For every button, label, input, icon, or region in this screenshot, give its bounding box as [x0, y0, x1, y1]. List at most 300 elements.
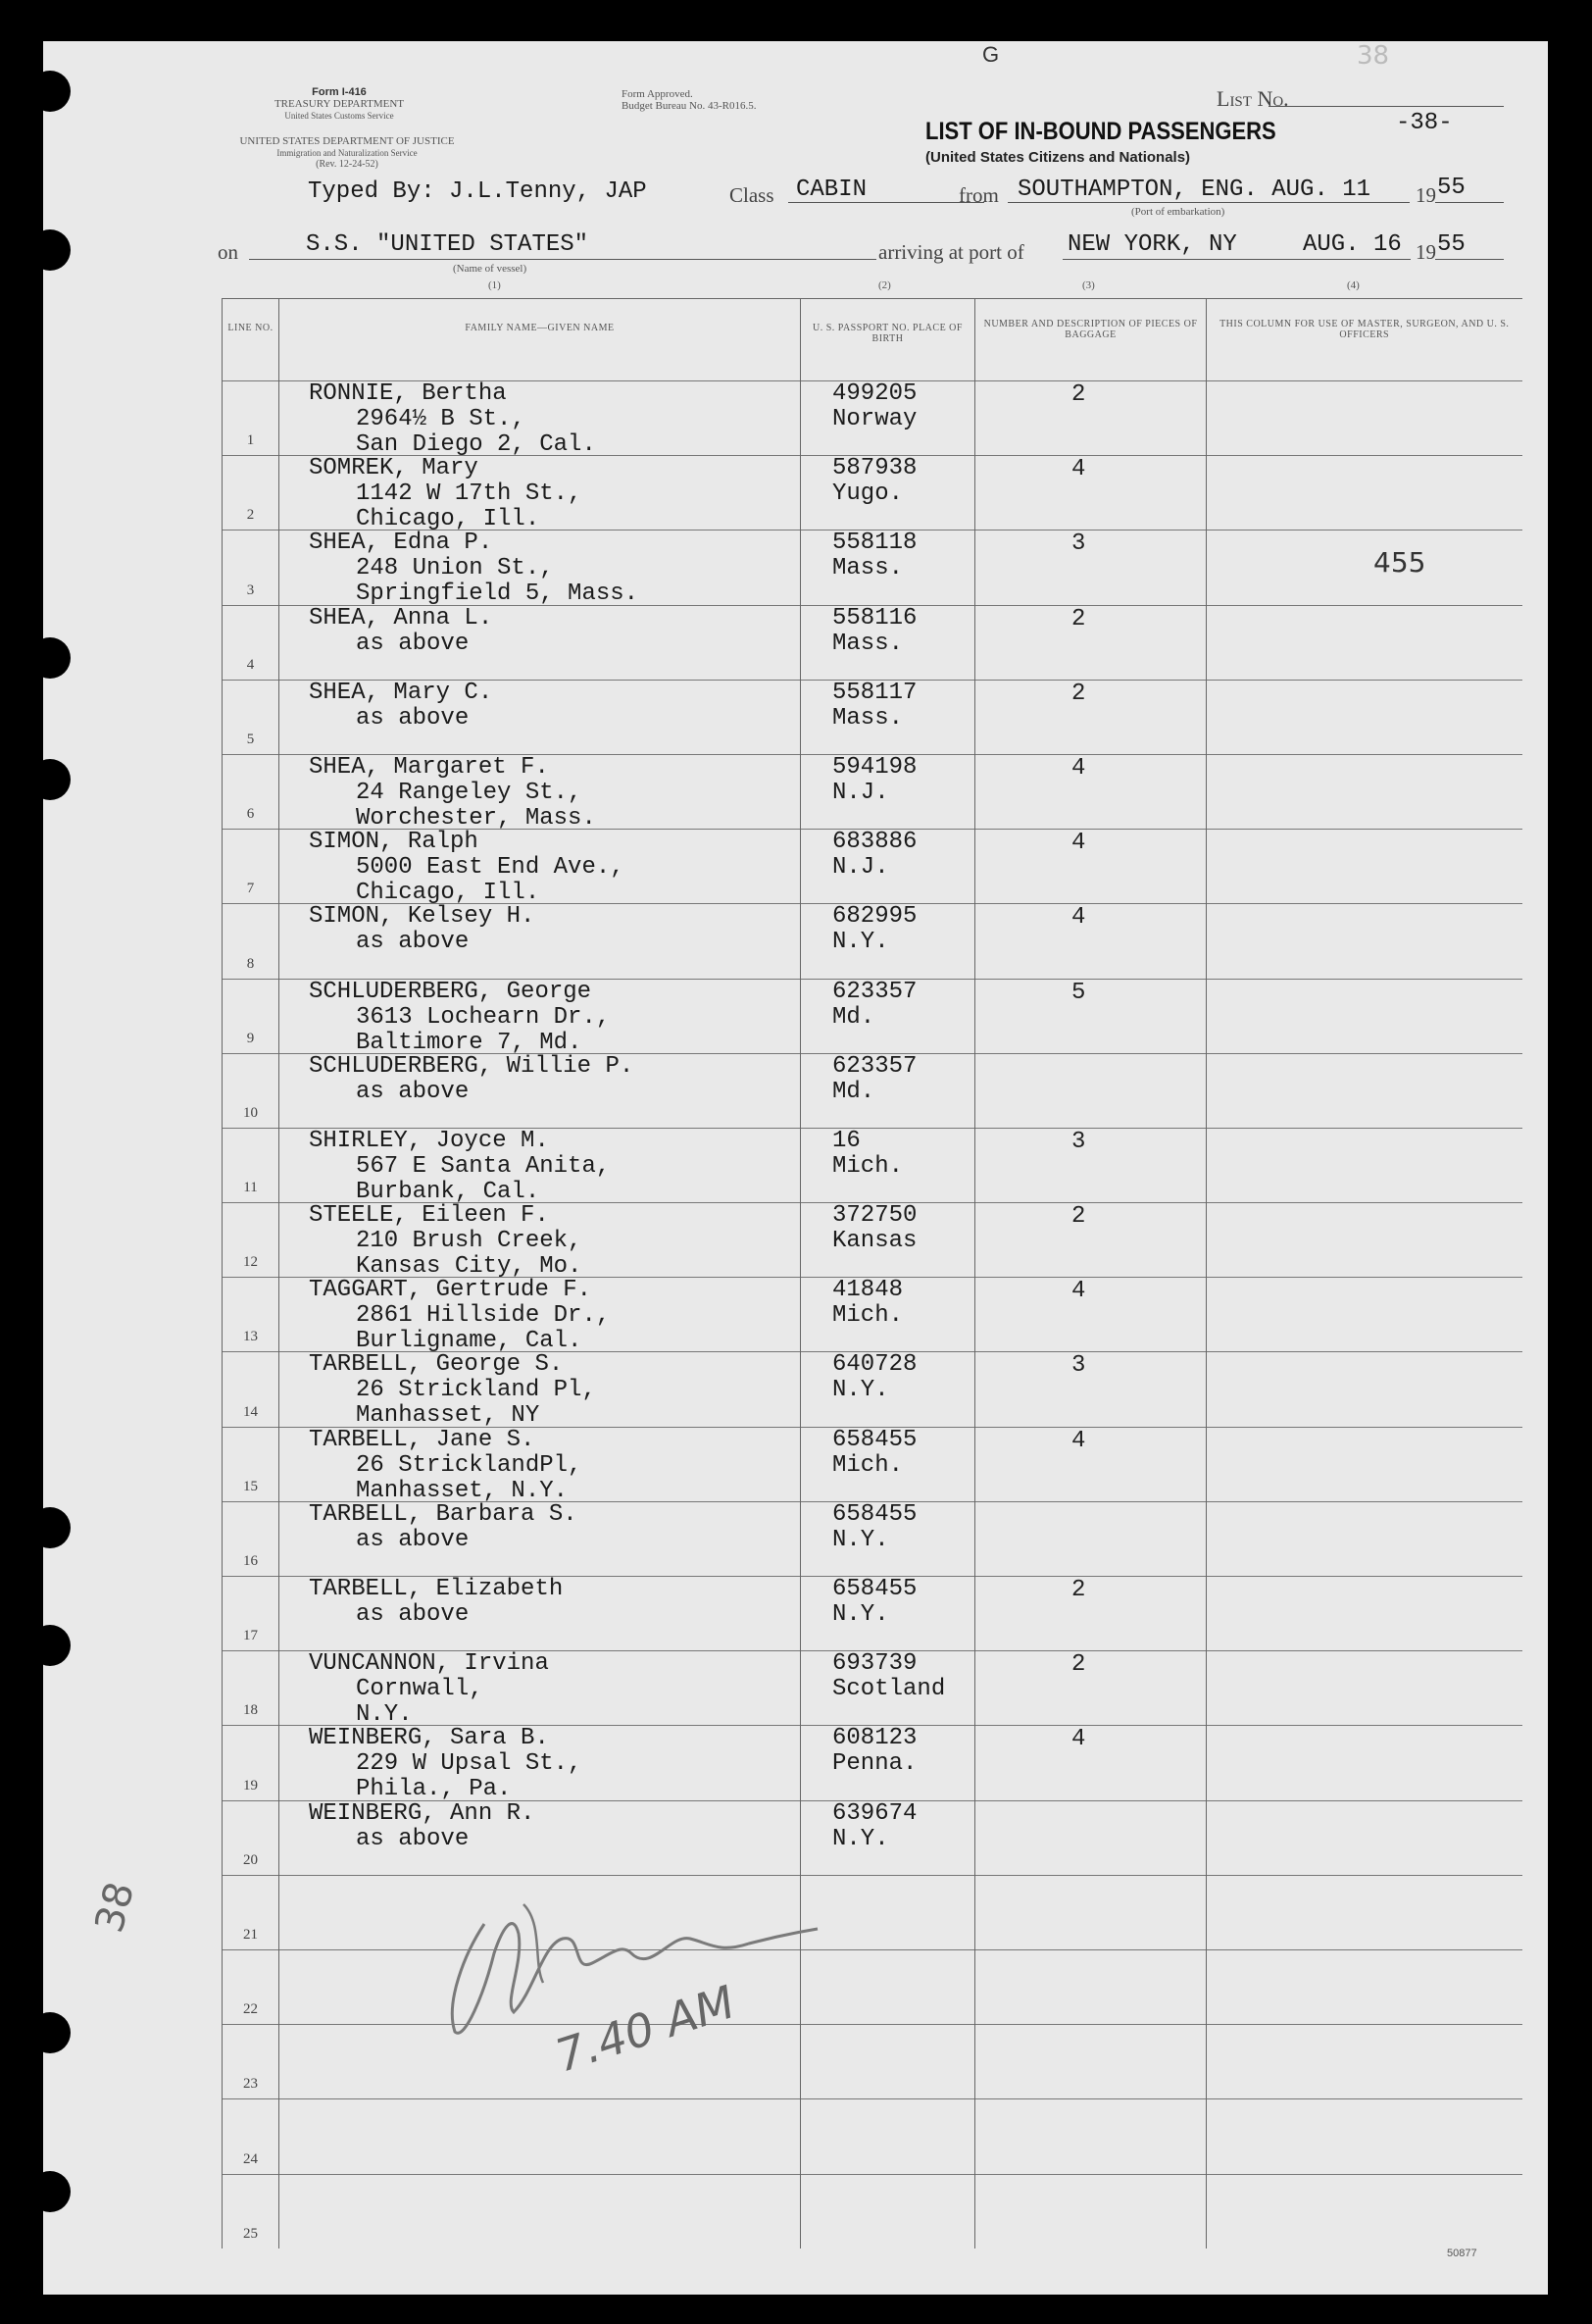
officer-cell: [1207, 530, 1522, 605]
baggage-count: 4: [1071, 1427, 1086, 1454]
table-row: [223, 754, 1522, 829]
table-row: [223, 830, 1522, 904]
col-number-2: (2): [878, 279, 891, 291]
passport-cell: [801, 1800, 975, 1875]
place-of-birth: N.Y.: [832, 1526, 889, 1553]
officer-note: 455: [1373, 546, 1426, 580]
table-row: [223, 1427, 1522, 1501]
vessel-underline: [249, 259, 876, 260]
name-cell: [279, 455, 801, 533]
class-label: Class: [729, 183, 774, 207]
passport-cell: [801, 1278, 975, 1352]
passenger-address-line-1: as above: [356, 1825, 470, 1852]
officer-cell: [1207, 1875, 1522, 1949]
table-row: [223, 1800, 1522, 1875]
name-cell: [279, 829, 801, 907]
baggage-count: 4: [1071, 904, 1086, 932]
baggage-count: 3: [1071, 1128, 1086, 1155]
place-of-birth: Mich.: [832, 1451, 904, 1479]
col-header-officers: THIS COLUMN FOR USE OF MASTER, SURGEON, AND U. S. OFFICERS: [1207, 299, 1522, 381]
baggage-count: 2: [1071, 1651, 1086, 1679]
officer-cell: [1207, 904, 1522, 979]
passenger-address-line-1: 567 E Santa Anita,: [356, 1152, 611, 1180]
passport-number: 558117: [832, 679, 918, 706]
passenger-name: STEELE, Eileen F.: [309, 1202, 549, 1230]
page-title: LIST OF IN-BOUND PASSENGERS: [925, 118, 1276, 145]
line-number-cell: 16: [223, 1501, 279, 1576]
passenger-name: SHEA, Margaret F.: [309, 753, 549, 781]
baggage-cell: [975, 456, 1207, 530]
officer-cell: [1207, 2099, 1522, 2174]
baggage-cell: [975, 1203, 1207, 1278]
passport-number: 658455: [832, 1426, 918, 1453]
year-prefix-1: 19: [1416, 183, 1436, 207]
manifest-page: [43, 41, 1548, 2295]
line-number-cell: 7: [223, 830, 279, 904]
baggage-count: 4: [1071, 830, 1086, 857]
passport-number: 608123: [832, 1725, 918, 1752]
passport-number: 16: [832, 1127, 861, 1154]
passport-cell: [801, 754, 975, 829]
place-of-birth: Mich.: [832, 1302, 904, 1330]
table-row: [223, 1128, 1522, 1202]
passenger-name: TARBELL, Jane S.: [309, 1426, 535, 1453]
place-of-birth: N.J.: [832, 779, 889, 806]
passenger-name: SHIRLEY, Joyce M.: [309, 1127, 549, 1154]
line-number-cell: 19: [223, 1726, 279, 1800]
name-cell: [279, 1426, 801, 1504]
table-row: [223, 2099, 1522, 2174]
passport-cell: [801, 904, 975, 979]
name-cell: [279, 381, 801, 456]
passenger-address-line-1: 26 StricklandPl,: [356, 1451, 582, 1479]
passenger-address-line-1: as above: [356, 1601, 470, 1628]
name-cell: [279, 1351, 801, 1430]
passenger-name: SCHLUDERBERG, Willie P.: [309, 1052, 634, 1080]
passport-cell: [801, 1128, 975, 1202]
passenger-name: TARBELL, George S.: [309, 1351, 564, 1379]
baggage-cell: [975, 1875, 1207, 1949]
baggage-cell: [975, 830, 1207, 904]
line-number-cell: 1: [223, 381, 279, 456]
baggage-count: 2: [1071, 1203, 1086, 1231]
passport-number: 658455: [832, 1500, 918, 1528]
name-cell: [279, 1650, 801, 1729]
baggage-cell: [975, 1651, 1207, 1726]
place-of-birth: N.Y.: [832, 929, 889, 956]
officer-cell: [1207, 1128, 1522, 1202]
line-number-cell: 15: [223, 1427, 279, 1501]
passenger-address-line-1: Cornwall,: [356, 1676, 483, 1703]
baggage-cell: [975, 605, 1207, 680]
passport-number: 558118: [832, 530, 918, 557]
col-header-baggage: NUMBER AND DESCRIPTION OF PIECES OF BAGGAGE: [975, 299, 1207, 381]
baggage-cell: [975, 904, 1207, 979]
table-row: [223, 904, 1522, 979]
passport-cell: [801, 1501, 975, 1576]
baggage-cell: [975, 381, 1207, 456]
punch-hole: [29, 229, 71, 271]
passport-number: 693739: [832, 1650, 918, 1678]
passport-cell: [801, 1427, 975, 1501]
table-row: [223, 680, 1522, 754]
officer-cell: [1207, 456, 1522, 530]
table-row: [223, 2025, 1522, 2099]
punch-hole: [29, 1507, 71, 1548]
passport-cell: [801, 1577, 975, 1651]
passport-number: 658455: [832, 1576, 918, 1602]
officer-cell: [1207, 1501, 1522, 1576]
passport-number: 639674: [832, 1799, 918, 1827]
place-of-birth: Kansas: [832, 1228, 918, 1255]
table-row: [223, 1651, 1522, 1726]
baggage-count: 2: [1071, 605, 1086, 632]
place-of-birth: Mass.: [832, 555, 904, 582]
place-of-birth: Scotland: [832, 1676, 946, 1703]
table-row: [223, 456, 1522, 530]
from-underline: [1008, 202, 1410, 203]
officer-cell: [1207, 381, 1522, 456]
passport-cell: [801, 530, 975, 605]
name-cell: [279, 1577, 801, 1651]
passenger-address-line-1: 5000 East End Ave.,: [356, 854, 624, 882]
line-number-cell: 8: [223, 904, 279, 979]
name-cell: [279, 1127, 801, 1205]
col-header-passport: U. S. PASSPORT NO. PLACE OF BIRTH: [801, 299, 975, 381]
table-row: [223, 1875, 1522, 1949]
passenger-address-line-2: Kansas City, Mo.: [356, 1253, 582, 1281]
year-value-1: 55: [1437, 175, 1466, 201]
passenger-address-line-2: Baltimore 7, Md.: [356, 1029, 582, 1056]
baggage-cell: [975, 1278, 1207, 1352]
passenger-address-line-2: Chicago, Ill.: [356, 880, 540, 907]
punch-hole: [29, 71, 71, 112]
punch-hole: [29, 2012, 71, 2053]
passenger-address-line-1: as above: [356, 1526, 470, 1553]
baggage-cell: [975, 979, 1207, 1053]
name-cell: [279, 680, 801, 754]
passport-number: 372750: [832, 1202, 918, 1230]
baggage-cell: [975, 530, 1207, 605]
year-value-2: 55: [1437, 231, 1466, 258]
name-cell: [279, 978, 801, 1056]
passenger-address-line-2: Burbank, Cal.: [356, 1178, 540, 1205]
officer-cell: [1207, 754, 1522, 829]
passenger-address-line-1: 248 Union St.,: [356, 555, 554, 582]
passenger-name: SIMON, Kelsey H.: [309, 903, 535, 931]
form-code: 50877: [1447, 2248, 1477, 2259]
passport-cell: [801, 2099, 975, 2174]
punch-hole: [29, 1625, 71, 1666]
officer-cell: [1207, 979, 1522, 1053]
baggage-cell: [975, 1427, 1207, 1501]
name-cell: [279, 1053, 801, 1128]
table-row: [223, 381, 1522, 456]
from-label: from: [959, 183, 999, 207]
baggage-cell: [975, 1053, 1207, 1128]
officer-cell: [1207, 830, 1522, 904]
punch-hole: [29, 759, 71, 800]
place-of-birth: Mass.: [832, 704, 904, 732]
baggage-cell: [975, 1577, 1207, 1651]
officer-cell: [1207, 2025, 1522, 2099]
place-of-birth: Norway: [832, 406, 918, 432]
table-row: [223, 1278, 1522, 1352]
arrival-date: AUG. 16: [1303, 231, 1402, 258]
name-cell: [279, 530, 801, 608]
passenger-address-line-1: 2964½ B St.,: [356, 406, 525, 432]
form-approved-block: Form Approved. Budget Bureau No. 43-R016.5.: [622, 88, 757, 112]
passport-number: 558116: [832, 604, 918, 632]
passenger-address-line-1: as above: [356, 704, 470, 732]
passport-number: 640728: [832, 1351, 918, 1379]
passenger-address-line-2: Worchester, Mass.: [356, 804, 596, 832]
name-cell: [279, 2174, 801, 2248]
name-cell: [279, 1202, 801, 1281]
vessel-name: S.S. "UNITED STATES": [306, 231, 589, 258]
passport-number: 623357: [832, 978, 918, 1005]
passport-cell: [801, 1053, 975, 1128]
table-row: [223, 979, 1522, 1053]
table-row: [223, 1949, 1522, 2024]
line-number-cell: 3: [223, 530, 279, 605]
line-number-cell: 22: [223, 1949, 279, 2024]
passenger-name: SOMREK, Mary: [309, 455, 478, 482]
passenger-name: SIMON, Ralph: [309, 829, 478, 856]
officer-cell: [1207, 1651, 1522, 1726]
officer-cell: [1207, 1949, 1522, 2024]
passenger-address-line-1: 210 Brush Creek,: [356, 1228, 582, 1255]
passenger-address-line-1: 2861 Hillside Dr.,: [356, 1302, 611, 1330]
line-number-cell: 20: [223, 1800, 279, 1875]
passenger-address-line-1: 1142 W 17th St.,: [356, 480, 582, 508]
line-number-cell: 4: [223, 605, 279, 680]
passport-cell: [801, 456, 975, 530]
passport-cell: [801, 1203, 975, 1278]
arrival-port: NEW YORK, NY: [1068, 231, 1237, 258]
punch-hole: [29, 637, 71, 679]
passport-number: 682995: [832, 903, 918, 931]
place-of-birth: N.Y.: [832, 1377, 889, 1404]
passenger-address-line-2: N.Y.: [356, 1701, 413, 1729]
passport-number: 623357: [832, 1052, 918, 1080]
name-cell: [279, 753, 801, 832]
passenger-address-line-2: Manhasset, N.Y.: [356, 1477, 569, 1504]
col-number-4: (4): [1347, 279, 1360, 291]
baggage-count: 5: [1071, 979, 1086, 1006]
handwritten-time-note: 7.40 AM: [549, 1975, 741, 2083]
passport-number: 683886: [832, 829, 918, 856]
list-no-handwritten: 38: [1357, 41, 1390, 71]
officer-cell: [1207, 1203, 1522, 1278]
baggage-count: 2: [1071, 381, 1086, 408]
place-of-birth: N.Y.: [832, 1825, 889, 1852]
place-of-birth: N.Y.: [832, 1601, 889, 1628]
table-row: [223, 530, 1522, 605]
line-number-cell: 9: [223, 979, 279, 1053]
place-of-birth: Mich.: [832, 1152, 904, 1180]
officer-cell: [1207, 1053, 1522, 1128]
place-of-birth: Md.: [832, 1003, 875, 1031]
passport-cell: [801, 605, 975, 680]
line-number-cell: 6: [223, 754, 279, 829]
table-row: [223, 1203, 1522, 1278]
passport-cell: [801, 2174, 975, 2248]
baggage-count: 3: [1071, 1352, 1086, 1380]
passenger-name: WEINBERG, Ann R.: [309, 1799, 535, 1827]
table-row: [223, 1501, 1522, 1576]
place-of-birth: Md.: [832, 1078, 875, 1105]
baggage-cell: [975, 1949, 1207, 2024]
passenger-address-line-1: 229 W Upsal St.,: [356, 1750, 582, 1778]
baggage-cell: [975, 1352, 1207, 1427]
baggage-cell: [975, 754, 1207, 829]
passenger-address-line-1: 24 Rangeley St.,: [356, 779, 582, 806]
baggage-cell: [975, 2025, 1207, 2099]
list-no-underline: [1269, 106, 1504, 107]
baggage-cell: [975, 1128, 1207, 1202]
officer-cell: [1207, 605, 1522, 680]
passenger-name: TARBELL, Barbara S.: [309, 1500, 577, 1528]
name-cell: [279, 1800, 801, 1875]
form-department-block: UNITED STATES DEPARTMENT OF JUSTICE Immigration and Naturalization Service (Rev. 12-24-52): [239, 135, 455, 170]
baggage-count: 4: [1071, 1278, 1086, 1305]
place-of-birth: Penna.: [832, 1750, 918, 1778]
passport-cell: [801, 381, 975, 456]
on-label: on: [218, 240, 238, 264]
passport-number: 587938: [832, 455, 918, 482]
passport-cell: [801, 1726, 975, 1800]
passenger-table: [222, 298, 1522, 2248]
place-of-birth: N.J.: [832, 854, 889, 882]
class-underline: [788, 202, 984, 203]
officer-cell: [1207, 2174, 1522, 2248]
passport-number: 41848: [832, 1277, 904, 1304]
line-number-cell: 2: [223, 456, 279, 530]
name-cell: [279, 1725, 801, 1803]
name-cell: [279, 904, 801, 979]
baggage-cell: [975, 1726, 1207, 1800]
passenger-address-line-1: as above: [356, 630, 470, 657]
class-value: CABIN: [796, 177, 868, 203]
passenger-address-line-1: as above: [356, 929, 470, 956]
baggage-count: 2: [1071, 680, 1086, 707]
line-number-cell: 5: [223, 680, 279, 754]
col-number-3: (3): [1082, 279, 1095, 291]
table-row: [223, 1726, 1522, 1800]
table-row: [223, 605, 1522, 680]
name-cell: [279, 605, 801, 680]
table-row: [223, 2174, 1522, 2248]
baggage-count: 3: [1071, 530, 1086, 558]
passenger-name: TAGGART, Gertrude F.: [309, 1277, 592, 1304]
table-header-row: [223, 299, 1522, 381]
line-number-cell: 13: [223, 1278, 279, 1352]
handwritten-margin-number: 38: [86, 1877, 144, 1938]
list-no-value: -38-: [1396, 110, 1453, 136]
col-number-1: (1): [488, 279, 501, 291]
passenger-name: VUNCANNON, Irvina: [309, 1650, 549, 1678]
from-value: SOUTHAMPTON, ENG. AUG. 11: [1018, 177, 1371, 203]
passenger-address-line-1: 3613 Lochearn Dr.,: [356, 1003, 611, 1031]
passenger-name: SHEA, Mary C.: [309, 679, 493, 706]
arrival-underline: [1063, 259, 1411, 260]
passenger-name: SHEA, Anna L.: [309, 604, 493, 632]
passenger-name: SHEA, Edna P.: [309, 530, 493, 557]
line-number-cell: 14: [223, 1352, 279, 1427]
line-number-cell: 18: [223, 1651, 279, 1726]
place-of-birth: Yugo.: [832, 480, 904, 508]
year-underline-1: [1435, 202, 1504, 203]
place-of-birth: Mass.: [832, 630, 904, 657]
baggage-count: 4: [1071, 456, 1086, 483]
passport-cell: [801, 830, 975, 904]
line-number-cell: 23: [223, 2025, 279, 2099]
passenger-address-line-1: 26 Strickland Pl,: [356, 1377, 596, 1404]
officer-cell: [1207, 1800, 1522, 1875]
baggage-cell: [975, 2099, 1207, 2174]
baggage-count: 2: [1071, 1577, 1086, 1603]
line-number-cell: 10: [223, 1053, 279, 1128]
line-number-cell: 11: [223, 1128, 279, 1202]
name-cell: [279, 1501, 801, 1576]
typed-by: Typed By: J.L.Tenny, JAP: [308, 178, 647, 205]
passport-cell: [801, 680, 975, 754]
officer-cell: [1207, 1726, 1522, 1800]
arriving-label: arriving at port of: [878, 240, 1024, 264]
officer-cell: [1207, 1352, 1522, 1427]
passenger-name: WEINBERG, Sara B.: [309, 1725, 549, 1752]
line-number-cell: 25: [223, 2174, 279, 2248]
baggage-cell: [975, 680, 1207, 754]
list-no-label: List No.: [1217, 86, 1289, 111]
page-subtitle: (United States Citizens and Nationals): [925, 149, 1191, 166]
baggage-count: 4: [1071, 1726, 1086, 1753]
form-agency-block: Form I-416 TREASURY DEPARTMENT United States Customs Service: [274, 86, 405, 121]
passenger-address-line-2: Springfield 5, Mass.: [356, 581, 639, 608]
passenger-address-line-2: Manhasset, NY: [356, 1402, 540, 1430]
table-row: [223, 1053, 1522, 1128]
passenger-address-line-1: as above: [356, 1078, 470, 1105]
passport-cell: [801, 979, 975, 1053]
baggage-cell: [975, 1800, 1207, 1875]
g-mark: G: [982, 42, 1000, 67]
officer-cell: [1207, 680, 1522, 754]
vessel-caption: (Name of vessel): [453, 263, 527, 275]
baggage-count: 4: [1071, 754, 1086, 782]
officer-cell: [1207, 1278, 1522, 1352]
passport-cell: [801, 1352, 975, 1427]
passenger-name: TARBELL, Elizabeth: [309, 1576, 564, 1602]
name-cell: [279, 1277, 801, 1355]
officer-cell: [1207, 1427, 1522, 1501]
line-number-cell: 24: [223, 2099, 279, 2174]
passport-number: 499205: [832, 380, 918, 407]
officer-cell: [1207, 1577, 1522, 1651]
name-cell: [279, 2099, 801, 2174]
passenger-address-line-2: Chicago, Ill.: [356, 506, 540, 533]
table-row: [223, 1577, 1522, 1651]
table-row: [223, 1352, 1522, 1427]
passport-cell: [801, 1651, 975, 1726]
passport-number: 594198: [832, 753, 918, 781]
port-embark-caption: (Port of embarkation): [1131, 206, 1225, 218]
passenger-name: RONNIE, Bertha: [309, 380, 507, 407]
year-prefix-2: 19: [1416, 240, 1436, 264]
punch-hole: [29, 2171, 71, 2212]
year-underline-2: [1435, 259, 1504, 260]
passenger-name: SCHLUDERBERG, George: [309, 978, 592, 1005]
